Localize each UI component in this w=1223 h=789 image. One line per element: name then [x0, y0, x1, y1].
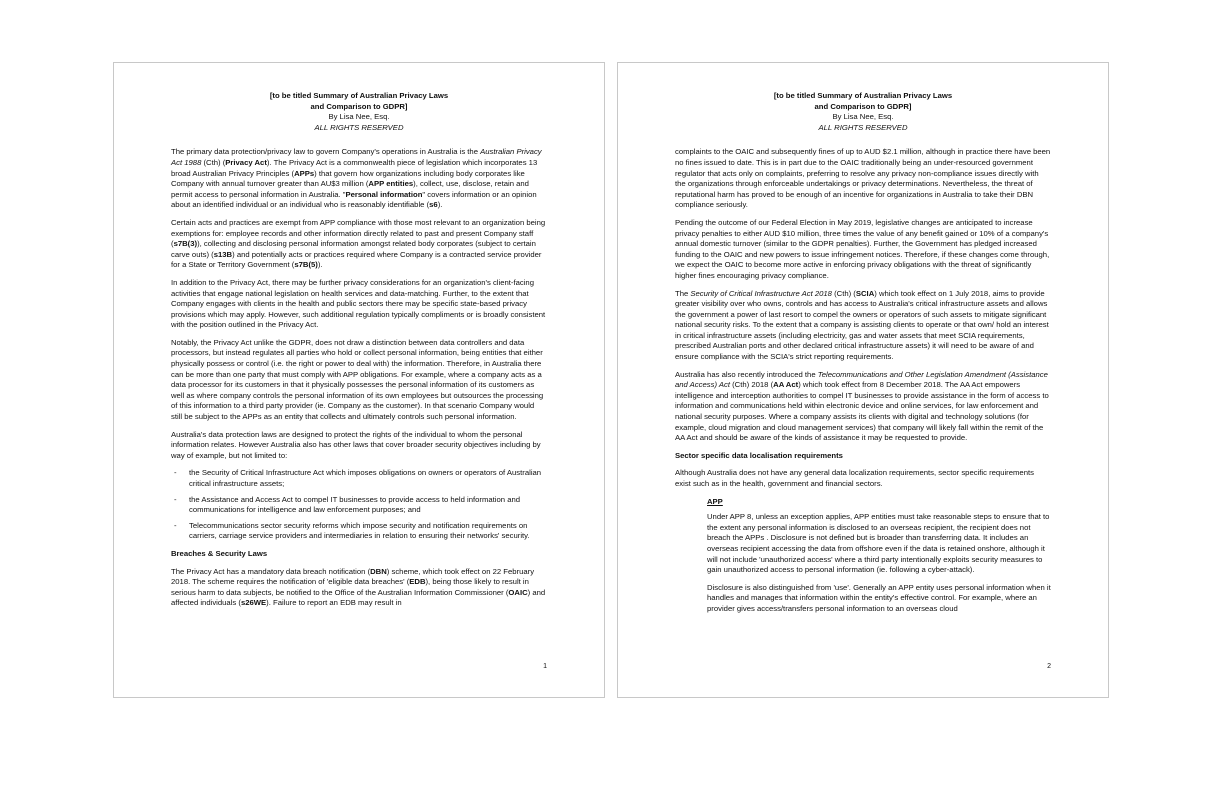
- document-page-2: [617, 62, 1109, 698]
- section-heading: Sector specific data localisation requirements: [675, 450, 843, 460]
- page-1-content: [171, 91, 547, 616]
- list-item: - the Assistance and Access Act to compel IT businesses to provide access to held information and communications for intelligence and law enforcement purposes; and: [171, 495, 547, 516]
- paragraph: Although Australia does not have any general data localization requirements, sector specific requirements exist such as in the health, government and financial sectors.: [675, 468, 1034, 488]
- subsection-heading: APP: [707, 496, 723, 506]
- paragraph: Pending the outcome of our Federal Election in May 2019, legislative changes are anticipated to increase privacy penalties to either AUD $10 million, three times the value of any benefit gained or 10% of a company's annual domestic turnover (similar to the GDPR penalties). Further, the Government has pledged increased funding to the OAIC and new powers to issue infringement notices. Therefore, if these changes come through, we expect the OAIC to become more active in enforcing privacy obligations with the threat of significantly higher fines encouraging privacy compliance.: [675, 217, 1050, 280]
- page-2-content: [675, 91, 1051, 622]
- paragraph: Australia's data protection laws are designed to protect the rights of the individual to whom the personal information relates. However Australia also has other laws that cover broader security objectives including by way of example, but not limited to:: [171, 429, 541, 460]
- paragraph: Notably, the Privacy Act unlike the GDPR, does not draw a distinction between data controllers and data processors, but instead regulates all parties who hold or collect personal information, being entities that either physically possess or control (i.e. the right or power to deal with) the information. Therefore, in Australia there can be more than one party that must comply with APP obligations. For example, where a company acts as a data processor for its customers in that it physically possesses the personal information of its customers as well as where company controls the personal information of its own employees but outsources the processing of this information to a third party provider (ie. Company as the customer). In that scenario Company would still be subject to the APPs as an entity that collects and ultimately controls such personal information.: [171, 337, 544, 422]
- list-item: - the Security of Critical Infrastructure Act which imposes obligations on owners or operators of Australian critical infrastructure assets;: [171, 468, 547, 489]
- paragraph: In addition to the Privacy Act, there may be further privacy considerations for an organization's client-facing activities that engage national legislation on health services and data-matching. Further, to the extent that Company engages with clients in the health and public sectors there may be specific state-based privacy provisions which may apply. However, such additional regulation typically compliments or is broadly consistent with the position outlined in the Privacy Act.: [171, 277, 546, 330]
- document-page-1: [113, 62, 605, 698]
- paragraph: Australia has also recently introduced the Telecommunications and Other Legislation Amendment (Assistance and Access) Act (Cth) 2018 (AA Act) which took effect from 8 December 2018. The AA Act empowers intelligence and interception authorities to compel IT businesses to provide assistance in the form of access to information and communications held within electronic device and online services, for law enforcement and national security purposes. Where a company assists its clients with digital and technology solutions (for example, cloud migration and cloud management services) that company will likely fall within the remit of the AA Act and should be aware of the kinds of assistance it may be requested to provide.: [675, 369, 1049, 443]
- app-section: [675, 497, 1051, 615]
- author: By Lisa Nee, Esq.: [832, 112, 894, 122]
- section-heading: Breaches & Security Laws: [171, 548, 268, 558]
- bullet-list: [171, 468, 547, 542]
- author: By Lisa Nee, Esq.: [328, 112, 390, 122]
- page-number: 1: [543, 663, 547, 670]
- paragraph: The primary data protection/privacy law to govern Company's operations in Australia is the Australian Privacy Act 1988 (Cth) (Privacy Act). The Privacy Act is a commonwealth piece of legislation which incorporates 13 broad Australian Privacy Principles (APPs) that govern how organizations including body corporates like Company with annual turnover greater than AU$3 million (APP entities), collect, use, disclose, retain and permit access to personal information in Australia. "Personal information" covers information or an opinion about an identified individual or an individual who is reasonably identifiable (s6).: [171, 147, 542, 210]
- page-2-header: [675, 91, 1051, 133]
- page-number: 2: [1047, 663, 1051, 670]
- paragraph: The Privacy Act has a mandatory data breach notification (DBN) scheme, which took effect on 22 February 2018. The scheme requires the notification of 'eligible data breaches' (EDB), being those likely to result in serious harm to data subjects, be notified to the Office of the Australian Information Commissioner (OAIC) and affected individuals (s26WE). Failure to report an EDB may result in: [171, 566, 546, 608]
- paragraph: The Security of Critical Infrastructure Act 2018 (Cth) (SCIA) which took effect on 1 July 2018, aims to provide greater visibility over who owns, controls and has access to Australia's critical infrastructure assets and allows the government a power of last resort to compel the owners or operators of such assets to mitigate significant national security risks. To the extent that a company is assisting clients to operate or that own/ hold an interest in critical infrastructure assets (including electricity, gas and water assets that meet SCIA requirements, prescribed Australian ports and other declared critical infrastructure assets) it will need to be aware of and ensure compliance with the SCIA's strict reporting requirements.: [675, 288, 1049, 362]
- rights-notice: ALL RIGHTS RESERVED: [818, 122, 908, 132]
- title-line-2: and Comparison to GDPR]: [814, 101, 912, 111]
- page-1-header: [171, 91, 547, 133]
- rights-notice: ALL RIGHTS RESERVED: [314, 122, 404, 132]
- title-line-1: [to be titled Summary of Australian Privacy Laws: [773, 91, 953, 100]
- paragraph: Certain acts and practices are exempt from APP compliance with those most relevant to an organization being exemptions for: employee records and other information directly related to past and present Company staff (s7B(3)), collecting and disclosing personal information amongst related body corporates (subject to certain carve outs) (s13B) and potentially acts or practices required where Company is a contracted service provider for a State or Territory Government (s7B(5)).: [171, 217, 546, 270]
- paragraph: Disclosure is also distinguished from 'use'. Generally an APP entity uses personal information when it handles and manages that information within the entity's effective control. For example, where an provider gives access/transfers personal information to an overseas cloud: [707, 582, 1051, 613]
- list-item: - Telecommunications sector security reforms which impose security and notification requirements on carriers, carriage service providers and intermediaries in relation to ensuring their networks' security.: [171, 521, 547, 542]
- paragraph: complaints to the OAIC and subsequently fines of up to AUD $2.1 million, although in practice there have been no fines issued to date. This is in part due to the OAIC traditionally being an under-resourced government regulator that acts only on complaints, preferring to resolve any privacy non-compliance issues directly with the organizations through enforceable undertakings or privacy determinations. Nevertheless, the threat of reputational harm has proved to be enough of an incentive for organizations in Australia to take their DBN compliance seriously.: [675, 147, 1051, 210]
- title-line-2: and Comparison to GDPR]: [310, 101, 408, 111]
- paragraph: Under APP 8, unless an exception applies, APP entities must take reasonable steps to ensure that to the extent any personal information is disclosed to an overseas recipient, the recipient does not breach the APPs . Disclosure is not defined but is broader than transferring data. It includes an overseas recipient accessing the data from offshore even if the data is retained onshore, although it will not include 'unauthorized access' where a third party intentionally exploits security measures to gain unauthorized access to personal information (ie. following a cyber-attack).: [707, 512, 1050, 575]
- title-line-1: [to be titled Summary of Australian Privacy Laws: [269, 91, 449, 100]
